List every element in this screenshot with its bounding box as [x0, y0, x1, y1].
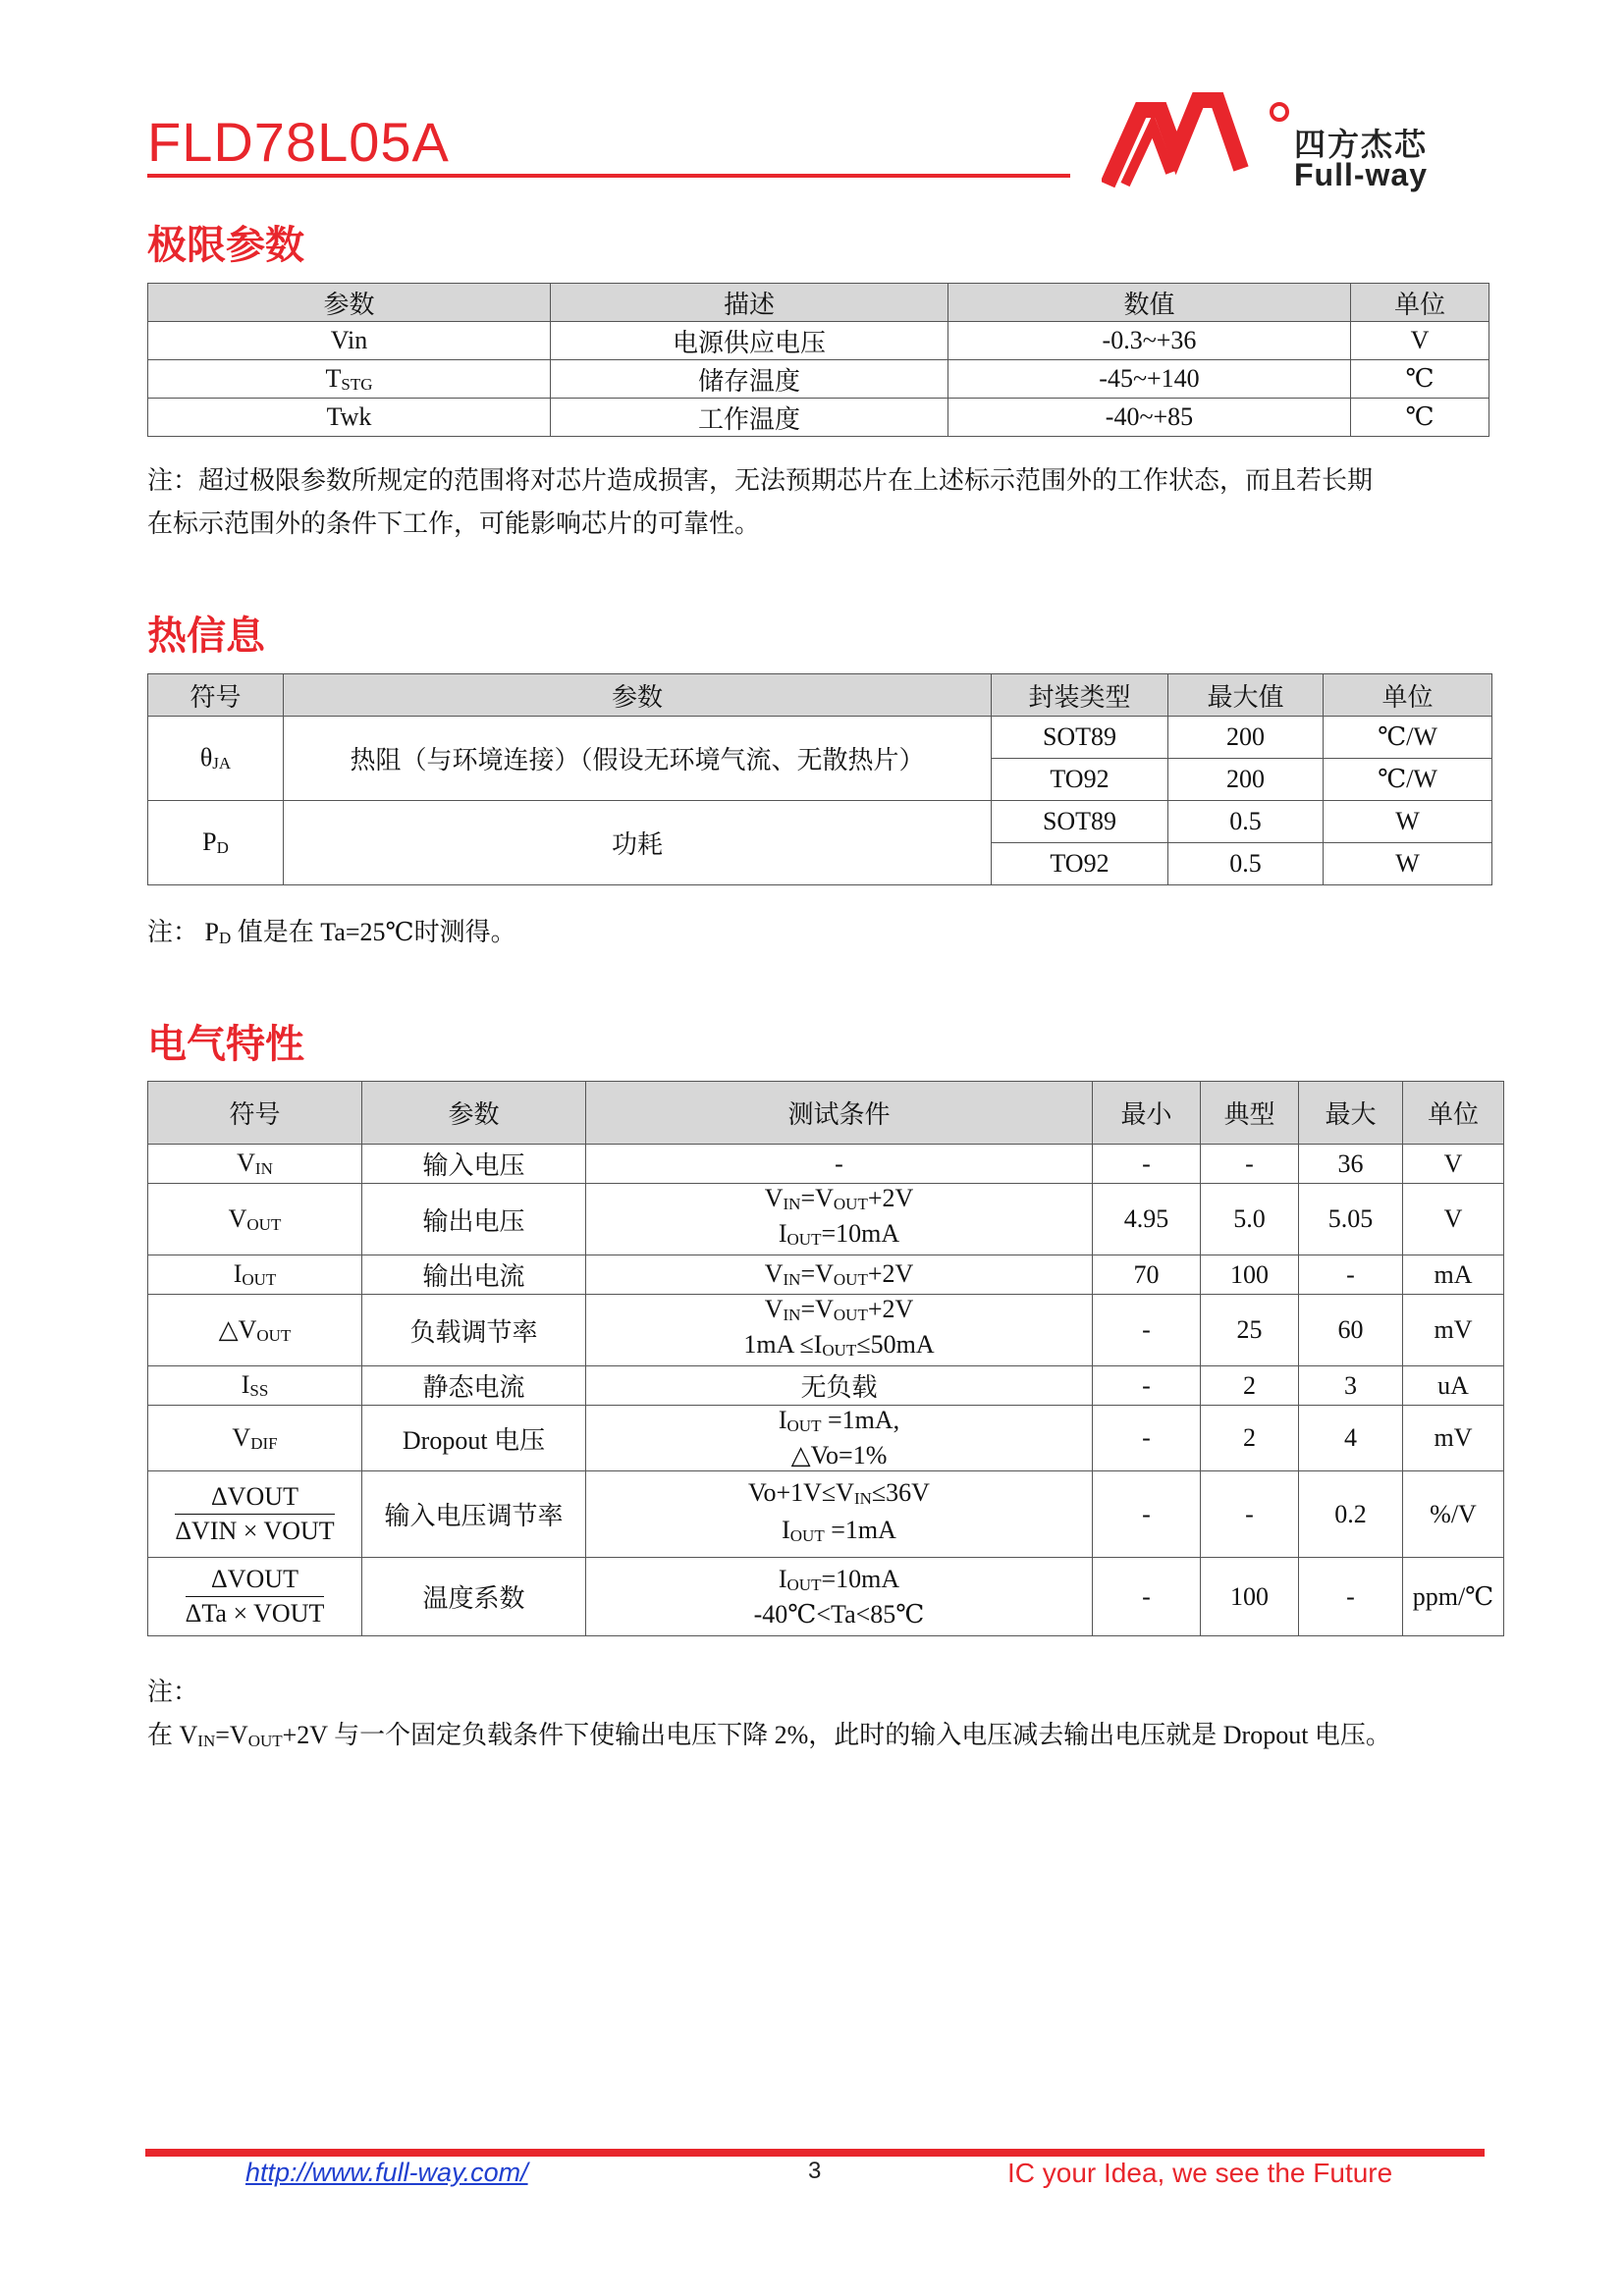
param-cell: 热阻（与环境连接）（假设无环境气流、无散热片） [284, 717, 992, 801]
min-cell: - [1093, 1471, 1201, 1558]
unit-cell: ℃/W [1324, 759, 1492, 801]
note-line: 在 VIN=VOUT+2V 与一个固定负载条件下使输出电压下降 2%，此时的输入电压减去输出电压就是 Dropout 电压。 [147, 1721, 1391, 1750]
param-cell: Vin [148, 322, 551, 360]
electrical-note [147, 1671, 1391, 1763]
package-cell: TO92 [992, 759, 1168, 801]
max-cell: 5.05 [1299, 1184, 1403, 1255]
condition-line: IOUT =1mA, [778, 1406, 900, 1435]
max-cell: 0.5 [1168, 843, 1324, 885]
typ-cell: - [1201, 1471, 1299, 1558]
param-cell: 温度系数 [362, 1558, 586, 1636]
column-header: 符号 [148, 674, 284, 717]
param-cell: 负载调节率 [362, 1295, 586, 1366]
unit-cell: mA [1403, 1255, 1504, 1295]
note-sub: D [218, 929, 232, 947]
typ-cell: 5.0 [1201, 1184, 1299, 1255]
table-row [148, 399, 1489, 437]
table-row [148, 1558, 1504, 1636]
condition-cell: 无负载 [586, 1366, 1093, 1406]
column-header: 测试条件 [586, 1082, 1093, 1145]
unit-cell: ℃/W [1324, 717, 1492, 759]
condition-cell: - [586, 1145, 1093, 1184]
symbol-cell [148, 717, 284, 801]
column-header: 数值 [948, 284, 1351, 322]
unit-cell: mV [1403, 1406, 1504, 1471]
symbol-cell [148, 1295, 362, 1366]
footer-rule [145, 2149, 1485, 2157]
max-cell: 3 [1299, 1366, 1403, 1406]
param-cell: 输入电压 [362, 1145, 586, 1184]
column-header: 单位 [1351, 284, 1489, 322]
param-cell: 功耗 [284, 801, 992, 885]
section-title-electrical: 电气特性 [147, 1022, 304, 1067]
condition-cell [586, 1406, 1093, 1471]
typ-cell: 100 [1201, 1558, 1299, 1636]
note-label: 注： [147, 1678, 199, 1706]
symbol-cell [148, 1145, 362, 1184]
param-main: T [325, 363, 342, 393]
column-header: 符号 [148, 1082, 362, 1145]
fraction-numerator: ΔVOUT [175, 1482, 334, 1515]
condition-line: VIN=VOUT+2V [764, 1295, 914, 1324]
condition-line: -40℃<Ta<85℃ [753, 1599, 925, 1629]
column-header: 描述 [551, 284, 948, 322]
param-sub: STG [341, 374, 373, 394]
column-header: 参数 [148, 284, 551, 322]
max-cell: 36 [1299, 1145, 1403, 1184]
table-header-row [148, 284, 1489, 322]
symbol-main: θ [199, 743, 213, 772]
symbol-main: V [237, 1148, 255, 1177]
symbol-sub: DIF [250, 1433, 278, 1453]
max-cell: - [1299, 1255, 1403, 1295]
symbol-sub: OUT [256, 1325, 292, 1345]
max-cell: - [1299, 1558, 1403, 1636]
column-header: 参数 [284, 674, 992, 717]
symbol-cell [148, 1406, 362, 1471]
table-row [148, 1406, 1504, 1471]
footer-slogan: IC your Idea, we see the Future [1007, 2158, 1393, 2188]
fraction [175, 1482, 334, 1546]
desc-cell: 储存温度 [551, 360, 948, 399]
footer-website-link[interactable]: http://www.full-way.com/ [245, 2158, 528, 2187]
condition-cell [586, 1558, 1093, 1636]
min-cell: - [1093, 1366, 1201, 1406]
unit-cell: %/V [1403, 1471, 1504, 1558]
unit-cell: V [1403, 1184, 1504, 1255]
condition-line: IOUT =1mA [782, 1515, 896, 1545]
full-way-logo-icon [1102, 90, 1294, 188]
thermal-table [147, 673, 1492, 885]
min-cell: - [1093, 1406, 1201, 1471]
typ-cell: 2 [1201, 1366, 1299, 1406]
symbol-sub: OUT [242, 1270, 277, 1289]
max-cell: 60 [1299, 1295, 1403, 1366]
table-row [148, 1366, 1504, 1406]
unit-cell: V [1351, 322, 1489, 360]
symbol-sub: IN [254, 1159, 273, 1178]
param-cell: 输入电压调节率 [362, 1471, 586, 1558]
symbol-main: P [202, 828, 217, 856]
min-cell: - [1093, 1558, 1201, 1636]
symbol-cell [148, 1366, 362, 1406]
desc-cell: 工作温度 [551, 399, 948, 437]
fraction-denominator: ΔVIN × VOUT [175, 1517, 335, 1545]
thermal-note [147, 911, 516, 960]
section-title-abs-max: 极限参数 [147, 223, 304, 268]
symbol-sub: OUT [246, 1214, 282, 1234]
table-row [148, 1184, 1504, 1255]
doc-title: FLD78L05A [147, 111, 450, 173]
symbol-main: △V [218, 1314, 257, 1344]
package-cell: SOT89 [992, 801, 1168, 843]
fraction-denominator: ΔTa × VOUT [185, 1599, 325, 1628]
note-text: 值是在 Ta=25℃时测得。 [231, 918, 516, 946]
symbol-main: V [232, 1422, 251, 1452]
symbol-main: I [233, 1259, 243, 1288]
note-text: 注： P [147, 918, 219, 946]
condition-cell [586, 1295, 1093, 1366]
param-cell: Dropout 电压 [362, 1406, 586, 1471]
param-cell: 输出电流 [362, 1255, 586, 1295]
condition-line: Vo+1V≤VIN≤36V [748, 1477, 930, 1508]
typ-cell: 2 [1201, 1406, 1299, 1471]
abs-max-table [147, 283, 1489, 437]
condition-line: IOUT=10mA [778, 1564, 900, 1594]
symbol-cell [148, 1184, 362, 1255]
symbol-main: I [241, 1370, 250, 1399]
condition-cell: VIN=VOUT+2V [586, 1255, 1093, 1295]
condition-line: 1mA ≤IOUT≤50mA [743, 1330, 935, 1360]
condition-cell [586, 1184, 1093, 1255]
column-header: 封装类型 [992, 674, 1168, 717]
symbol-cell [148, 801, 284, 885]
column-header: 典型 [1201, 1082, 1299, 1145]
condition-line: IOUT=10mA [778, 1219, 900, 1249]
symbol-sub: JA [212, 754, 232, 773]
condition-line: △Vo=1% [790, 1441, 888, 1469]
electrical-table [147, 1081, 1504, 1636]
min-cell: 70 [1093, 1255, 1201, 1295]
package-cell: TO92 [992, 843, 1168, 885]
param-cell: Twk [148, 399, 551, 437]
unit-cell: W [1324, 801, 1492, 843]
symbol-sub: D [216, 838, 229, 857]
value-cell: -0.3~+36 [948, 322, 1351, 360]
desc-cell: 电源供应电压 [551, 322, 948, 360]
section-title-thermal: 热信息 [147, 614, 265, 659]
logo-cn-text: 四方杰芯 [1294, 126, 1429, 163]
typ-cell: - [1201, 1145, 1299, 1184]
fraction-numerator: ΔVOUT [186, 1565, 325, 1597]
param-cell: 输出电压 [362, 1184, 586, 1255]
typ-cell: 25 [1201, 1295, 1299, 1366]
table-row [148, 1471, 1504, 1558]
column-header: 单位 [1324, 674, 1492, 717]
value-cell: -40~+85 [948, 399, 1351, 437]
max-cell: 200 [1168, 759, 1324, 801]
table-row [148, 1145, 1504, 1184]
min-cell: - [1093, 1145, 1201, 1184]
min-cell: - [1093, 1295, 1201, 1366]
note-line: 注：超过极限参数所规定的范围将对芯片造成损害，无法预期芯片在上述标示范围外的工作状态，而且若长期 [147, 466, 1374, 495]
column-header: 单位 [1403, 1082, 1504, 1145]
table-row [148, 801, 1492, 843]
fraction [186, 1565, 325, 1629]
symbol-main: V [228, 1203, 247, 1233]
abs-max-note [147, 459, 1373, 546]
column-header: 参数 [362, 1082, 586, 1145]
logo-en-text: Full-way [1294, 157, 1429, 192]
note-line: 在标示范围外的条件下工作，可能影响芯片的可靠性。 [147, 509, 761, 538]
symbol-cell [148, 1558, 362, 1636]
package-cell: SOT89 [992, 717, 1168, 759]
max-cell: 0.2 [1299, 1471, 1403, 1558]
unit-cell: V [1403, 1145, 1504, 1184]
table-header-row [148, 1082, 1504, 1145]
unit-cell: ℃ [1351, 399, 1489, 437]
table-header-row [148, 674, 1492, 717]
max-cell: 4 [1299, 1406, 1403, 1471]
table-row [148, 360, 1489, 399]
table-row [148, 322, 1489, 360]
table-row [148, 1295, 1504, 1366]
column-header: 最小 [1093, 1082, 1201, 1145]
table-row [148, 1255, 1504, 1295]
max-cell: 0.5 [1168, 801, 1324, 843]
column-header: 最大值 [1168, 674, 1324, 717]
unit-cell: W [1324, 843, 1492, 885]
unit-cell: uA [1403, 1366, 1504, 1406]
condition-line: VIN=VOUT+2V [764, 1184, 914, 1213]
title-rule [147, 174, 1070, 178]
symbol-sub: SS [249, 1381, 269, 1400]
symbol-cell [148, 1471, 362, 1558]
param-cell [148, 360, 551, 399]
table-row [148, 717, 1492, 759]
unit-cell: ppm/℃ [1403, 1558, 1504, 1636]
value-cell: -45~+140 [948, 360, 1351, 399]
page-number: 3 [808, 2158, 822, 2184]
param-cell: 静态电流 [362, 1366, 586, 1406]
symbol-cell [148, 1255, 362, 1295]
min-cell: 4.95 [1093, 1184, 1201, 1255]
unit-cell: mV [1403, 1295, 1504, 1366]
unit-cell: ℃ [1351, 360, 1489, 399]
condition-cell [586, 1471, 1093, 1558]
typ-cell: 100 [1201, 1255, 1299, 1295]
column-header: 最大 [1299, 1082, 1403, 1145]
max-cell: 200 [1168, 717, 1324, 759]
